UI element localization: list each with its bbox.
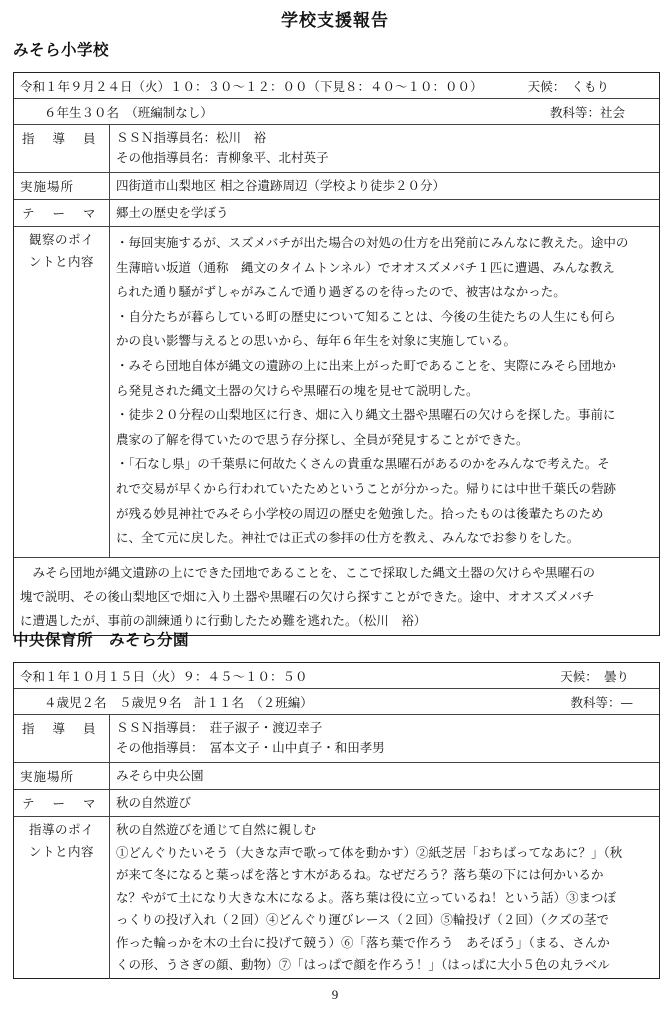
school-name: 中央保育所 みそら分園 [13, 631, 190, 649]
participants: ６年生３０名 （班編制なし） [44, 104, 213, 120]
page-number: 9 [331, 987, 339, 1002]
date-row [14, 73, 659, 99]
participants: ４歳児２名 ５歳児９名 計１１名 （２班編） [44, 694, 313, 710]
place-label: 実施場所 [14, 763, 110, 789]
theme-row [14, 790, 659, 817]
report-table [13, 662, 660, 979]
point-line: ①どんぐりたいそう（大きな声で歌って体を動かす）②紙芝居「おちばってなあに？」（秋 [116, 844, 623, 860]
weather: 天候： 曇り [560, 668, 629, 684]
point-line: ・自分たちが暮らしている町の歴史について知ることは、今後の生徒たちの人生にも何ら [116, 308, 616, 324]
summary-line: に遭遇したが、事前の訓練通りに行動したため難を逃れた。（松川 裕） [20, 613, 427, 628]
leader-row [14, 715, 659, 763]
point-line: っくりの投げ入れ（２回）④どんぐり運びレース（２回）⑤輪投げ（２回）（クズの茎で [116, 912, 610, 927]
point-line: に、全て元に戻した。神社では正式の参拝の仕方を教え、みんなでお参りをした。 [116, 530, 580, 546]
point-line: が来て冬になると葉っぱを落とす木があるね。なぜだろう？落ち葉の下には何かいるか [116, 867, 604, 882]
weather: 天候： くもり [527, 78, 609, 94]
leader-line: その他指導員： 冨本文子・山中貞子・和田孝男 [116, 740, 385, 755]
theme: 秋の自然遊び [116, 795, 192, 810]
point-line: 作った輪っかを木の土台に投げて競う）⑥「落ち葉で作ろう あそぼう」（まる、さんか [116, 934, 610, 950]
place-row [14, 763, 659, 790]
report-table [13, 72, 660, 636]
points-row [14, 227, 659, 558]
subject: 教科等：社会 [549, 104, 625, 120]
date-row [14, 663, 659, 689]
point-line: ・徒歩２０分程の山梨地区に行き、畑に入り縄文土器や黒曜石の欠けらを探した。事前に [116, 407, 616, 423]
participants-row [14, 99, 659, 125]
leader-label: 指 導 員 [14, 125, 110, 172]
leader-label: 指 導 員 [14, 715, 110, 762]
points-row [14, 817, 659, 979]
point-line: かの良い影響与えるとの思いから、毎年６年生を対象に実施している。 [116, 333, 517, 349]
point-line: な？やがて土になり大きな木になるよ。落ち葉は役に立っているね！という話）③まつぼ [116, 889, 617, 905]
theme-label: テ ー マ [14, 790, 110, 816]
participants-row [14, 689, 659, 715]
point-line: られた通り騒がずしゃがみこんで通り過ぎるのを待ったので、被害はなかった。 [116, 284, 566, 300]
theme: 郷土の歴史を学ぼう [116, 205, 229, 220]
point-line: くの形、うさぎの顔、動物）⑦「はっぱで顔を作ろう！」（はっぱに大小５色の丸ラベル [116, 957, 610, 972]
point-line: 農家の了解を得ていたので思う存分探し、全員が発見することができた。 [116, 431, 529, 447]
place: 四街道市山梨地区 相之谷遺跡周辺（学校より徒歩２０分） [116, 178, 445, 193]
document-title: 学校支援報告 [281, 11, 389, 31]
leader-line: その他指導員名：青柳象平、北村英子 [116, 150, 329, 165]
point-line: 秋の自然遊びを通じて自然に親しむ [116, 822, 317, 837]
point-line: ・「石なし県」の千葉県に何故たくさんの貴重な黒曜石があるのかをみんなで考えた。そ [116, 456, 610, 472]
point-line: れで交易が早くから行われていたためということが分かった。帰りには中世千葉氏の砦跡 [116, 480, 617, 496]
leader-line: ＳＳＮ指導員： 荘子淑子・渡辺幸子 [116, 720, 323, 735]
point-line: が残る妙見神社でみそら小学校の周辺の歴史を勉強した。拾ったものは後輩たちのため [116, 505, 604, 521]
point-line: ら発見された縄文土器の欠けらや黒曜石の塊を見せて説明した。 [116, 382, 479, 398]
summary [14, 558, 659, 635]
points-label-line: ントと内容 [28, 844, 94, 859]
school-name: みそら小学校 [13, 41, 110, 59]
leader-line: ＳＳＮ指導員名：松川 裕 [116, 130, 267, 145]
date-time: 令和１年１０月１５日（火）９：４５〜１０：５０ [20, 668, 308, 684]
theme-label: テ ー マ [14, 200, 110, 226]
subject: 教科等：— [570, 694, 633, 710]
points-label-line: 観察のポイ [28, 232, 94, 247]
points-label-line: ントと内容 [28, 254, 94, 269]
theme-row [14, 200, 659, 227]
place-row [14, 173, 659, 200]
date-time: 令和１年９月２４日（火）１０：３０〜１２：００（下見８：４０〜１０：００） [20, 78, 483, 94]
point-line: ・毎回実施するが、スズメバチが出た場合の対処の仕方を出発前にみんなに教えた。途中の [116, 235, 629, 250]
summary-line: みそら団地が縄文遺跡の上にできた団地であることを、ここで採取した縄文土器の欠けらや黒曜石の [20, 565, 596, 580]
leader-row [14, 125, 659, 173]
place: みそら中央公園 [116, 768, 204, 783]
point-line: 生薄暗い坂道（通称 縄文のタイムトンネル）でオオスズメバチ１匹に遭遇、みんな教え [116, 259, 615, 275]
point-line: ・みそら団地自体が縄文の遺跡の上に出来上がった町であることを、実際にみそら団地か [116, 357, 617, 373]
points-label-line: 指導のポイ [28, 822, 94, 837]
place-label: 実施場所 [14, 173, 110, 199]
summary-line: 塊で説明、その後山梨地区で畑に入り土器や黒曜石の欠けら探すことができた。途中、オオスズメバチ [20, 589, 595, 604]
